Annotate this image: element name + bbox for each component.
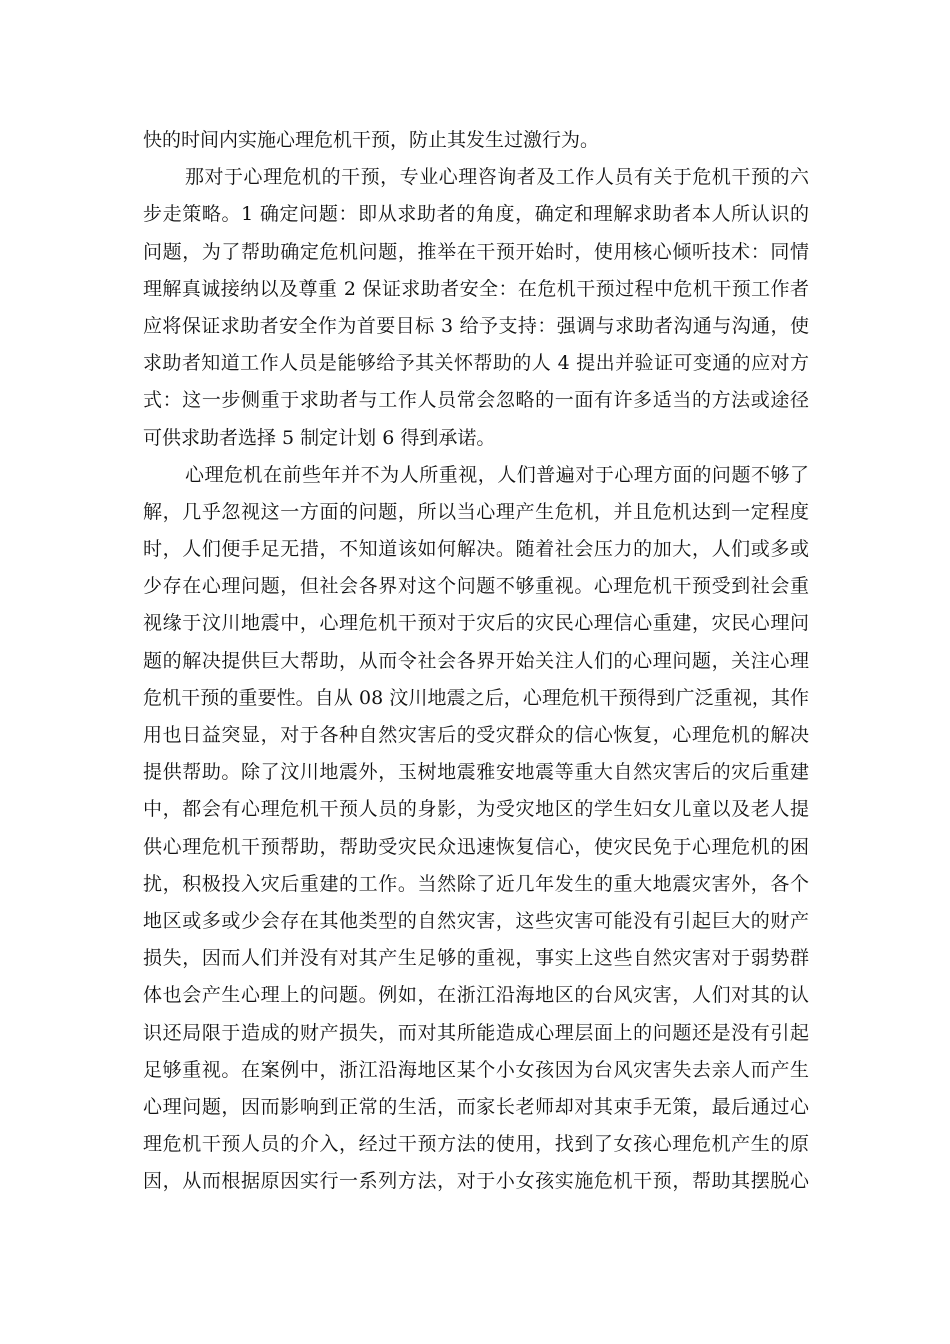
text-line: 供心理危机干预帮助，帮助受灾民众迅速恢复信心，使灾民免于心理危机的困: [143, 835, 809, 858]
text-line: 理解真诚接纳以及尊重 2 保证求助者安全：在危机干预过程中危机干预工作者: [143, 277, 809, 300]
text-line: 步走策略。1 确定问题：即从求助者的角度，确定和理解求助者本人所认识的: [143, 203, 809, 226]
text-line: 用也日益突显，对于各种自然灾害后的受灾群众的信心恢复，心理危机的解决: [143, 724, 809, 746]
text-line: 中，都会有心理危机干预人员的身影，为受灾地区的学生妇女儿童以及老人提: [143, 798, 809, 821]
text-line: 识还局限于造成的财产损失，而对其所能造成心理层面上的问题还是没有引起: [143, 1021, 809, 1044]
text-line: 扰，积极投入灾后重建的工作。当然除了近几年发生的重大地震灾害外，各个: [143, 872, 809, 895]
text-line: 解，几乎忽视这一方面的问题，所以当心理产生危机，并且危机达到一定程度: [143, 500, 809, 523]
text-line: 题的解决提供巨大帮助，从而令社会各界开始关注人们的心理问题，关注心理: [143, 649, 809, 672]
text-line: 求助者知道工作人员是能够给予其关怀帮助的人 4 提出并验证可变通的应对方: [143, 352, 809, 375]
text-line: 式：这一步侧重于求助者与工作人员常会忽略的一面有许多适当的方法或途径: [143, 389, 809, 412]
text-line: 足够重视。在案例中，浙江沿海地区某个小女孩因为台风灾害失去亲人而产生: [143, 1058, 809, 1081]
text-line: 应将保证求助者安全作为首要目标 3 给予支持：强调与求助者沟通与沟通，使: [143, 314, 809, 337]
text-line: 提供帮助。除了汶川地震外，玉树地震雅安地震等重大自然灾害后的灾后重建: [143, 761, 809, 784]
text-line: 那对于心理危机的干预，专业心理咨询者及工作人员有关于危机干预的六: [185, 166, 809, 189]
text-line: 地区或多或少会存在其他类型的自然灾害，这些灾害可能没有引起巨大的财产: [143, 909, 809, 932]
text-line: 问题，为了帮助确定危机问题，推举在干预开始时，使用核心倾听技术：同情: [143, 240, 809, 263]
text-line: 时，人们便手足无措，不知道该如何解决。随着社会压力的加大，人们或多或: [143, 538, 809, 561]
text-line: 因，从而根据原因实行一系列方法，对于小女孩实施危机干预，帮助其摆脱心: [143, 1170, 809, 1193]
text-line: 可供求助者选择 5 制定计划 6 得到承诺。: [143, 426, 496, 449]
text-line: 视缘于汶川地震中，心理危机干预对于灾后的灾民心理信心重建，灾民心理问: [143, 612, 809, 635]
body-text: [143, 122, 809, 1200]
text-line: 损失，因而人们并没有对其产生足够的重视，事实上这些自然灾害对于弱势群: [143, 947, 809, 970]
text-line: 心理危机在前些年并不为人所重视，人们普遍对于心理方面的问题不够了: [185, 463, 809, 486]
text-line: 危机干预的重要性。自从 08 汶川地震之后，心理危机干预得到广泛重视，其作: [143, 686, 809, 709]
text-line: 体也会产生心理上的问题。例如，在浙江沿海地区的台风灾害，人们对其的认: [143, 984, 809, 1007]
text-line: 心理问题，因而影响到正常的生活，而家长老师却对其束手无策，最后通过心: [143, 1095, 809, 1118]
text-line: 少存在心理问题，但社会各界对这个问题不够重视。心理危机干预受到社会重: [143, 575, 809, 598]
text-line: 快的时间内实施心理危机干预，防止其发生过激行为。: [143, 129, 600, 151]
text-line: 理危机干预人员的介入，经过干预方法的使用，找到了女孩心理危机产生的原: [143, 1133, 809, 1156]
